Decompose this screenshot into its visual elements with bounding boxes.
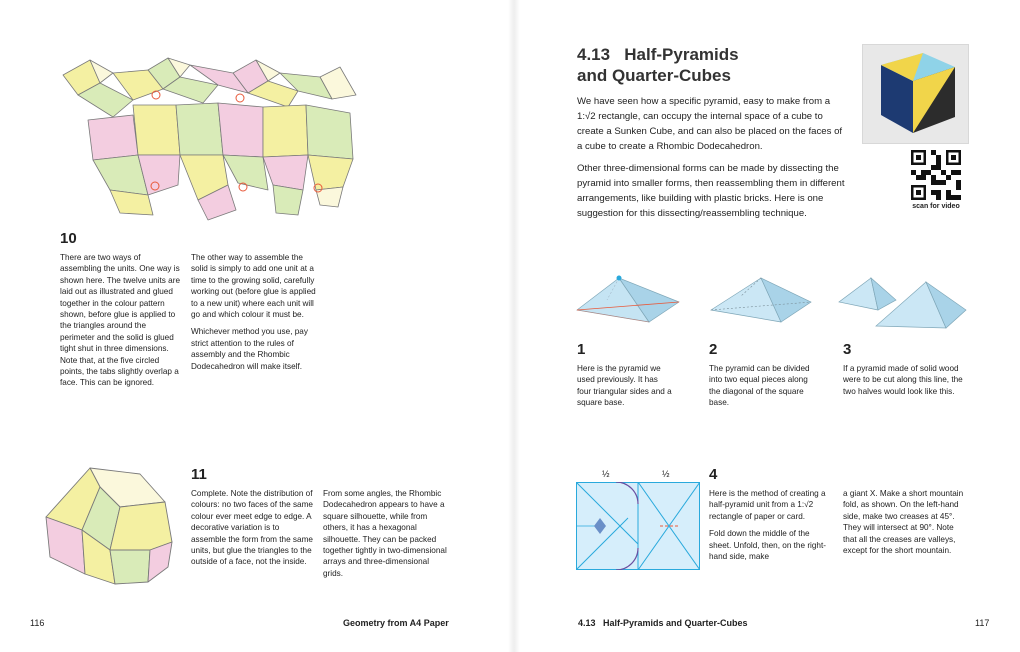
page-gutter — [508, 0, 520, 652]
step-3-text: If a pyramid made of solid wood were to be cut along this line, the two halves would look like this. — [843, 364, 963, 396]
pyramid-diagram — [567, 272, 687, 334]
pyramid-halves-diagram — [836, 270, 971, 334]
cube-photo — [862, 44, 969, 144]
half-label-left: ½ — [602, 469, 610, 479]
step-2-text: The pyramid can be divided into two equal pieces along the diagonal of the square base. — [709, 364, 810, 408]
step-4-text-p2: Fold down the middle of the sheet. Unfold, then, on the right-hand side, make — [709, 529, 826, 562]
step-11-number: 11 — [191, 466, 207, 483]
step-4-text-col2: a giant X. Make a short mountain fold, as shown. On the left-hand side, make two creases at 45°. They will intersect at 90°. Note that all the creases are valleys, except for the short mountain. — [843, 489, 964, 556]
step-10-text-col1: There are two ways of assembling the units. One way is shown here. The twelve units are laid out as illustrated and glued together in the colour pattern shown, before glue is applied to the triangles around the perimeter and the solid is glued tight shut in three dimensions. Note that, at the five circled points, the tabs slightly overlap a face. This can be ignored. — [60, 253, 180, 388]
section-heading-line1: 4.13 Half-Pyramids — [577, 45, 739, 64]
step-4-number: 4 — [709, 466, 718, 483]
pyramid-divided-diagram — [703, 272, 821, 334]
right-page-number: 117 — [975, 618, 990, 628]
section-heading-line2: and Quarter-Cubes — [577, 66, 731, 85]
step-4-text-p1: Here is the method of creating a half-pyramid unit from a 1:√2 rectangle of paper or card. — [709, 489, 826, 521]
step-10-text-col2-p1: The other way to assemble the solid is simply to add one unit at a time to the growing solid, carefully working out (before glue is applied to a new unit) where each unit will go and which colour it must be. — [191, 253, 316, 320]
qr-code-icon[interactable] — [911, 150, 961, 200]
step-11-text-col2: From some angles, the Rhombic Dodecahedron appears to have a square silhouette, while from others, it has a hexagonal silhouette. They can be packed together tightly in two-dimensional arrays and three-dimensional grids. — [323, 489, 447, 578]
step-10-text-col2-p2: Whichever method you use, pay strict attention to the rules of assembly and the Rhombic Dodecahedron will make itself. — [191, 327, 308, 371]
left-page-number: 116 — [30, 618, 45, 628]
step-10-number: 10 — [60, 230, 77, 247]
crease-pattern-diagram — [576, 482, 700, 570]
step-11-text-col1: Complete. Note the distribution of colours: no two faces of the same colour ever meet edge to edge. A decorative variation is to assemble the form from the same units, but glue the triangles to the outside of a face, not the inside. — [191, 489, 313, 567]
rhombic-dodecahedron-net-diagram — [58, 55, 368, 225]
rhombic-dodecahedron-solid-diagram — [40, 462, 180, 590]
intro-paragraph-1: We have seen how a specific pyramid, easy to make from a 1:√2 rectangle, can occupy the internal space of a cube to create a Sunken Cube, and can also be placed on the faces of a cube to create a Rhombic Dodecahedron. — [577, 96, 843, 152]
intro-paragraph-2: Other three-dimensional forms can be made by dissecting the pyramid into smaller forms, then reassembling them in different arrangements, like building with plastic bricks. Here is one suggestion for this dissecting/reassembling technique. — [577, 163, 845, 219]
step-3-number: 3 — [843, 341, 852, 358]
scan-for-video-label: scan for video — [912, 203, 960, 210]
right-section-number: 4.13 — [578, 618, 596, 628]
right-running-title: Half-Pyramids and Quarter-Cubes — [603, 618, 748, 628]
half-label-right: ½ — [662, 469, 670, 479]
step-1-number: 1 — [577, 341, 586, 358]
step-1-text: Here is the pyramid we used previously. It has four triangular sides and a square base. — [577, 364, 672, 408]
section-heading — [577, 44, 857, 86]
left-running-title: Geometry from A4 Paper — [343, 618, 449, 628]
step-2-number: 2 — [709, 341, 718, 358]
